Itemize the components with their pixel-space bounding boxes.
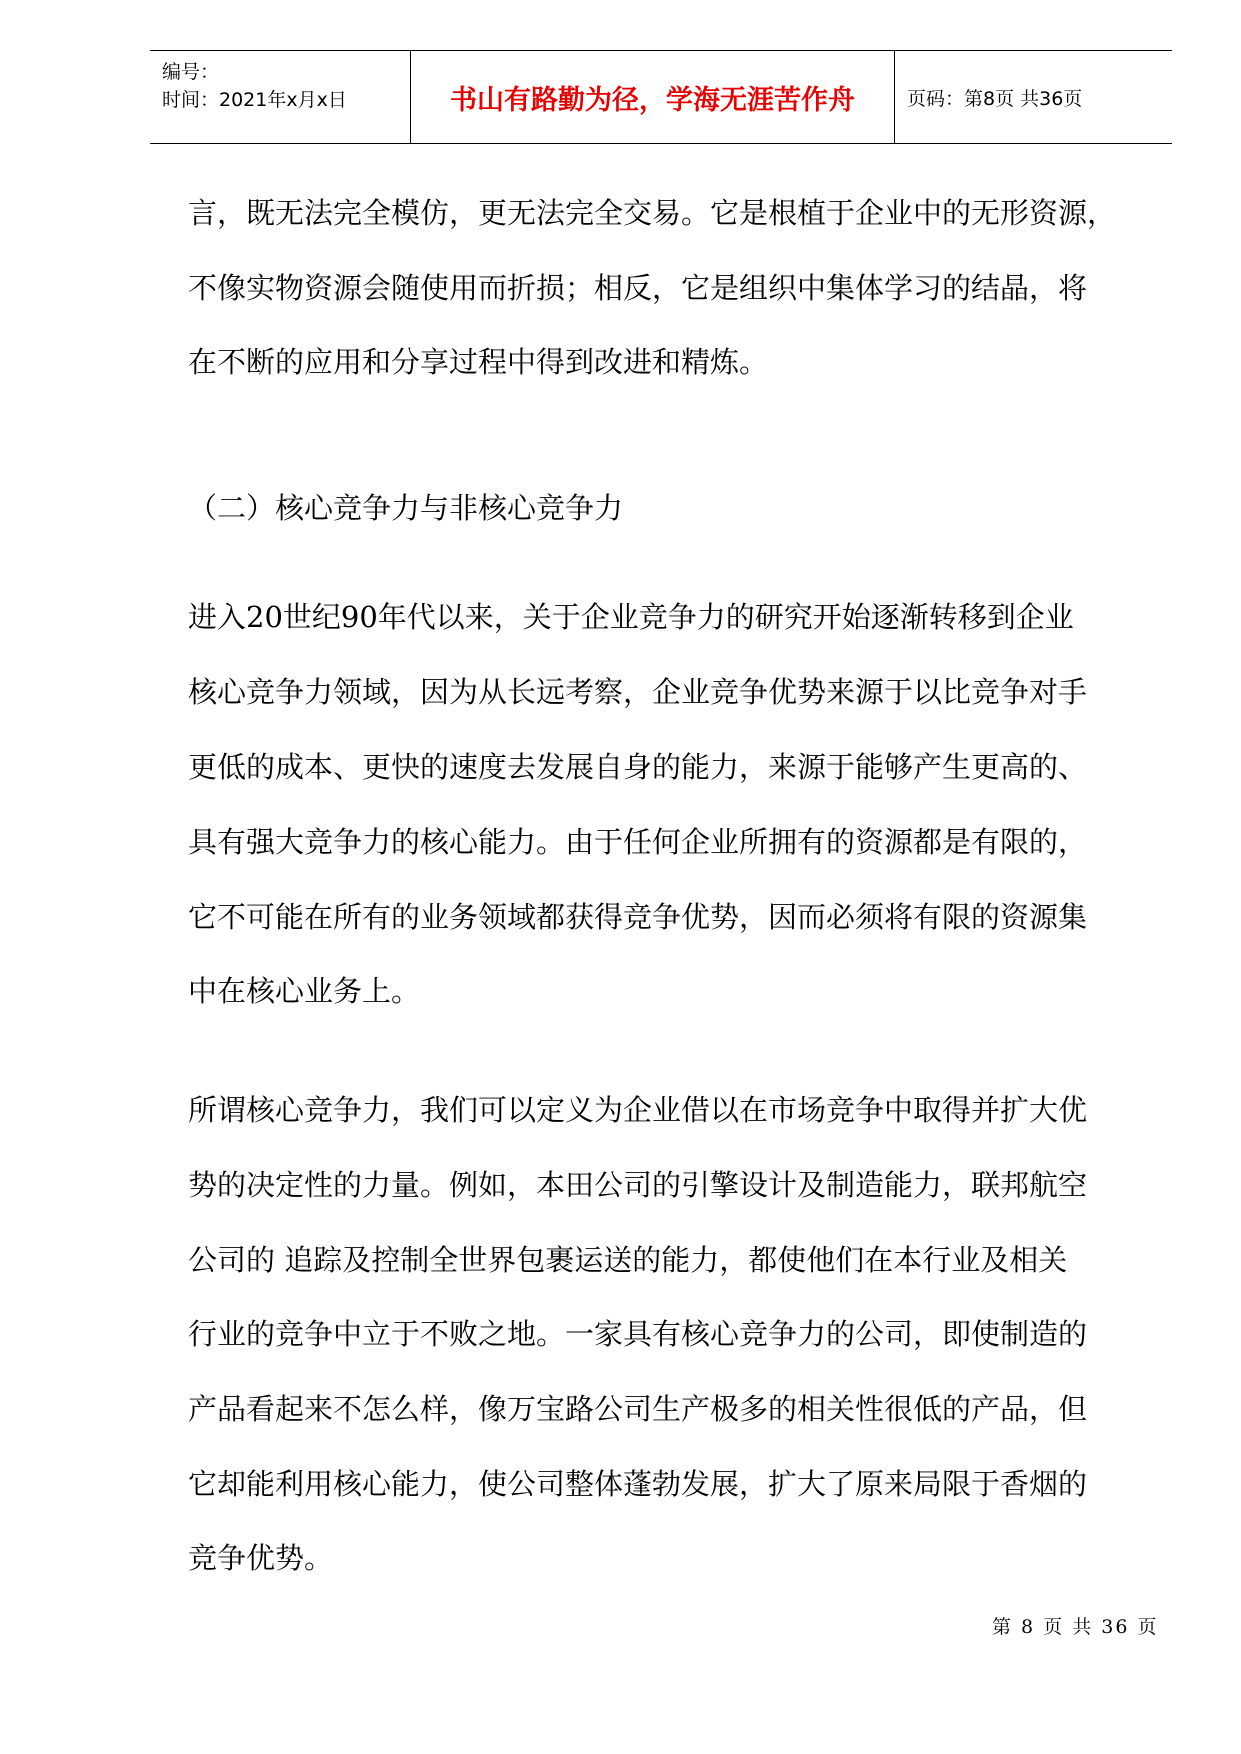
body-line: 它不可能在所有的业务领域都获得竞争优势，因而必须将有限的资源集 [188, 900, 1088, 934]
body-line: 产品看起来不怎么样，像万宝路公司生产极多的相关性很低的产品，但 [188, 1392, 1088, 1426]
body-line: 中在核心业务上。 [188, 974, 421, 1008]
header-page-code: 页码：第8页 共36页 [907, 87, 1083, 110]
document-number-label: 编号： [162, 61, 220, 83]
body-line: 势的决定性的力量。例如，本田公司的引擎设计及制造能力，联邦航空 [188, 1168, 1088, 1202]
body-line: 更低的成本、更快的速度去发展自身的能力，来源于能够产生更高的、 [188, 750, 1088, 784]
body-line: 它却能利用核心能力，使公司整体蓬勃发展，扩大了原来局限于香烟的 [188, 1467, 1088, 1501]
body-line: 不像实物资源会随使用而折损；相反，它是组织中集体学习的结晶，将 [188, 271, 1088, 305]
body-line: 公司的 追踪及控制全世界包裹运送的能力，都使他们在本行业及相关 [188, 1243, 1068, 1277]
body-line: 所谓核心竞争力，我们可以定义为企业借以在市场竞争中取得并扩大优 [188, 1093, 1088, 1127]
body-line: 行业的竞争中立于不败之地。一家具有核心竞争力的公司，即使制造的 [188, 1317, 1088, 1351]
body-line: 具有强大竞争力的核心能力。由于任何企业所拥有的资源都是有限的， [188, 825, 1088, 859]
header-motto: 书山有路勤为径，学海无涯苦作舟 [450, 84, 855, 116]
header-right-cell [895, 51, 1172, 143]
header-middle-cell [410, 51, 895, 143]
body-line: 竞争优势。 [188, 1541, 334, 1575]
document-time-label: 时间：2021年x月x日 [162, 89, 347, 111]
page-footer: 第 8 页 共 36 页 [992, 1616, 1159, 1638]
body-line: 言，既无法完全模仿，更无法完全交易。它是根植于企业中的无形资源， [188, 196, 1117, 230]
document-header [150, 50, 1172, 144]
header-left-cell [150, 51, 410, 143]
body-line: 进入20世纪90年代以来，关于企业竞争力的研究开始逐渐转移到企业 [188, 600, 1074, 634]
body-line: 核心竞争力领域，因为从长远考察，企业竞争优势来源于以比竞争对手 [188, 675, 1088, 709]
section-heading: （二）核心竞争力与非核心竞争力 [188, 491, 624, 525]
body-line: 在不断的应用和分享过程中得到改进和精炼。 [188, 345, 769, 379]
